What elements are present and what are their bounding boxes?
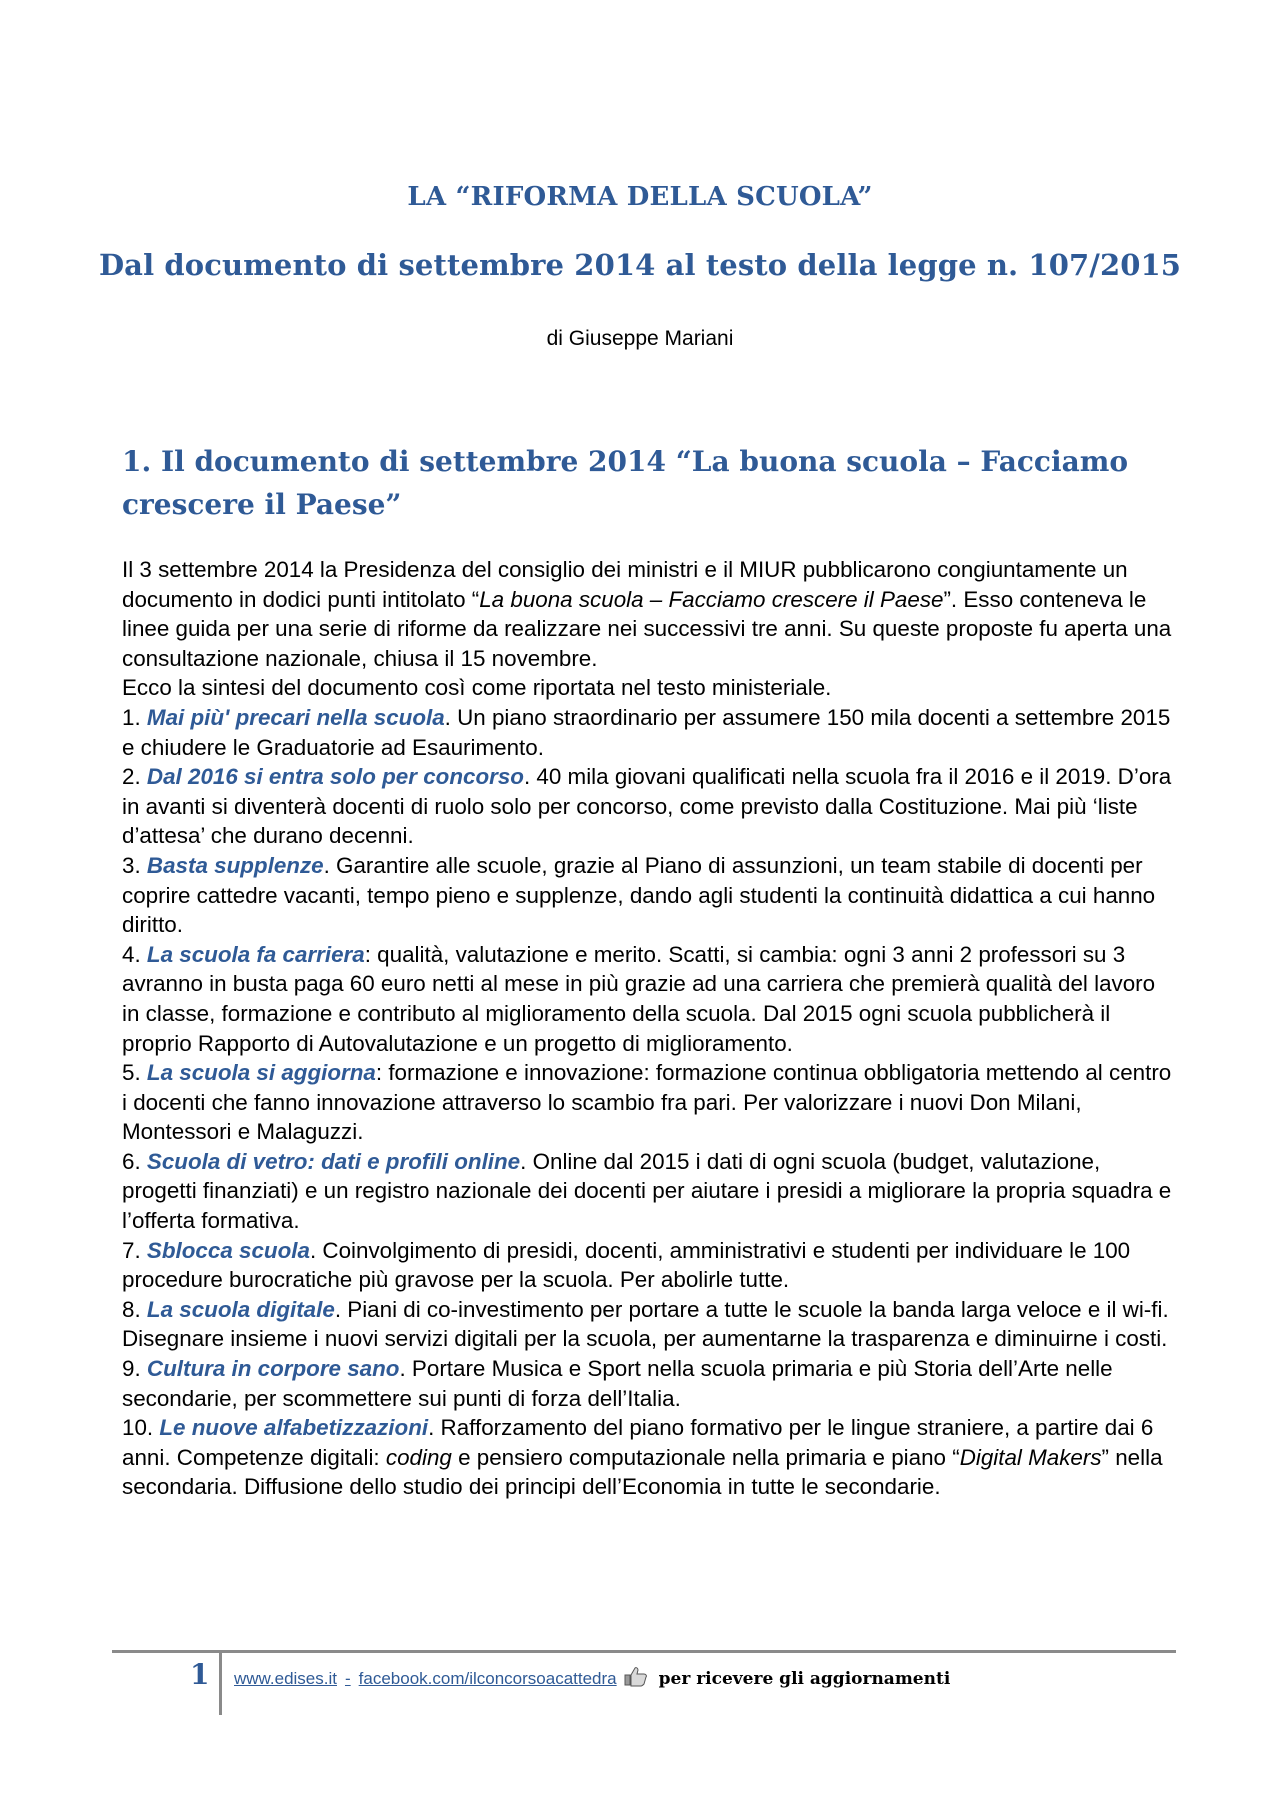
item-number: 7. xyxy=(122,1237,141,1263)
footer-links xyxy=(234,1665,950,1689)
section-heading-1: 1. Il documento di settembre 2014 “La buona scuola – Facciamo crescere il Paese” xyxy=(122,445,1129,521)
list-item xyxy=(122,1236,1172,1295)
document-subtitle: Dal documento di settembre 2014 al testo della legge n. 107/2015 xyxy=(98,248,1182,282)
intro-title-italic: La buona scuola – Facciamo crescere il Paese xyxy=(479,586,944,612)
item-text: . Online dal 2015 i dati di ogni scuola (budget, valutazione, progetti finanziati) e un registro nazionale dei docenti per aiutare i presidi a migliorare la propria squadra e l’offerta formativa. xyxy=(122,1148,1172,1234)
edises-link[interactable]: www.edises.it xyxy=(234,1669,337,1688)
item-number: 3. xyxy=(122,852,141,878)
item-text: . Un piano straordinario per assumere 150 mila docenti a settembre 2015 e chiudere le Graduatorie ad Esaurimento. xyxy=(122,704,1171,760)
item-number: 1. xyxy=(122,704,141,730)
item-title: La scuola fa carriera xyxy=(146,941,365,967)
list-item xyxy=(122,1413,1172,1502)
item-title: Basta supplenze xyxy=(146,852,324,878)
footer-vertical-divider xyxy=(219,1653,222,1715)
item-text: : qualità, valutazione e merito. Scatti, si cambia: ogni 3 anni 2 professori su 3 avranno in busta paga 60 euro netti al mese in più grazie ad una carriera che premierà qualità del lavoro in classe, formazione e contributo al miglioramento della scuola. Dal 2015 ogni scuola pubblicherà il proprio Rapporto di Autovalutazione e un progetto di miglioramento. xyxy=(122,941,1156,1056)
item-number: 2. xyxy=(122,764,141,790)
item-number: 9. xyxy=(122,1356,141,1382)
intro-text-a: Il 3 settembre 2014 la Presidenza del consiglio dei ministri e il MIUR pubblicarono congiuntamente un documento in dodici punti intitolato “ xyxy=(122,557,1128,612)
author-line: di Giuseppe Mariani xyxy=(546,327,734,350)
item-number: 6. xyxy=(122,1148,141,1174)
item-number: 10. xyxy=(122,1415,154,1441)
item-text: . Piani di co-investimento per portare a tutte le scuole la banda larga veloce e il wi-fi. Disegnare insieme i nuovi servizi digitali per la scuola, per aumentarne la trasparenza e diminuirne i costi. xyxy=(122,1296,1169,1352)
item-text: : formazione e innovazione: formazione continua obbligatoria mettendo al centro i docenti che fanno innovazione attraverso lo scambio fra pari. Per valorizzare i nuovi Don Milani, Montessori e Malaguzzi. xyxy=(122,1060,1172,1145)
item-title: Cultura in corpore sano xyxy=(146,1356,400,1382)
item-title: Sblocca scuola xyxy=(146,1237,310,1263)
list-item xyxy=(122,851,1172,940)
footer-note: per ricevere gli aggiornamenti xyxy=(658,1669,951,1689)
item-text: . Rafforzamento del piano formativo per le lingue straniere, a partire dai 6 anni. Competenze digitali: xyxy=(122,1415,1154,1470)
item-text: ” nella secondaria. Diffusione dello studio dei principi dell’Economia in tutte le secondarie. xyxy=(122,1444,1163,1500)
item-text: . 40 mila giovani qualificati nella scuola fra il 2016 e il 2019. D’ora in avanti si diventerà docenti di ruolo solo per concorso, come previsto dalla Costituzione. Mai più ‘liste d’attesa’ che durano decenni. xyxy=(122,764,1172,849)
thumbs-up-icon xyxy=(623,1665,649,1687)
item-number: 8. xyxy=(122,1296,141,1322)
list-item xyxy=(122,703,1172,762)
intro-text-b: ”. Esso conteneva le linee guida per una serie di riforme da realizzare nei successivi tre anni. Su queste proposte fu aperta una consultazione nazionale, chiusa il 15 novembre. xyxy=(122,586,1172,671)
item-title: Mai più' precari nella scuola xyxy=(146,704,445,730)
item-title: Le nuove alfabetizzazioni xyxy=(159,1415,429,1441)
list-item xyxy=(122,1354,1172,1413)
list-item xyxy=(122,1147,1172,1236)
item-text: . Coinvolgimento di presidi, docenti, amministrativi e studenti per individuare le 100 procedure burocratiche più gravose per la scuola. Per abolirle tutte. xyxy=(122,1237,1131,1293)
document-title: LA “RIFORMA DELLA SCUOLA” xyxy=(407,182,873,212)
item-title: La scuola si aggiorna xyxy=(146,1060,376,1086)
item-number: 5. xyxy=(122,1060,141,1086)
summary-line: Ecco la sintesi del documento così come riportata nel testo ministeriale. xyxy=(122,675,832,701)
item-text-italic: coding xyxy=(385,1444,452,1470)
item-title: Dal 2016 si entra solo per concorso xyxy=(146,764,524,790)
list-item xyxy=(122,762,1172,851)
item-title: La scuola digitale xyxy=(146,1296,335,1322)
footer-divider xyxy=(112,1650,1176,1653)
item-text-italic: Digital Makers xyxy=(959,1444,1102,1470)
item-text: e pensiero computazionale nella primaria e piano “ xyxy=(451,1444,960,1470)
facebook-link[interactable]: facebook.com/ilconcorsoacattedra xyxy=(358,1669,617,1688)
intro-paragraph xyxy=(122,555,1172,673)
item-text: . Garantire alle scuole, grazie al Piano di assunzioni, un team stabile di docenti per coprire cattedre vacanti, tempo pieno e supplenze, dando agli studenti la continuità didattica a cui hanno diritto. xyxy=(122,852,1156,938)
footer-separator: - xyxy=(344,1669,351,1688)
document-body xyxy=(122,555,1172,1502)
item-title: Scuola di vetro: dati e profili online xyxy=(146,1148,521,1174)
list-item xyxy=(122,1295,1172,1354)
item-number: 4. xyxy=(122,941,141,967)
list-item xyxy=(122,940,1172,1058)
page-number: 1 xyxy=(190,1658,210,1691)
item-text: . Portare Musica e Sport nella scuola primaria e più Storia dell’Arte nelle secondarie, per scommettere sui punti di forza dell’Italia. xyxy=(122,1356,1113,1411)
list-item xyxy=(122,1058,1172,1147)
